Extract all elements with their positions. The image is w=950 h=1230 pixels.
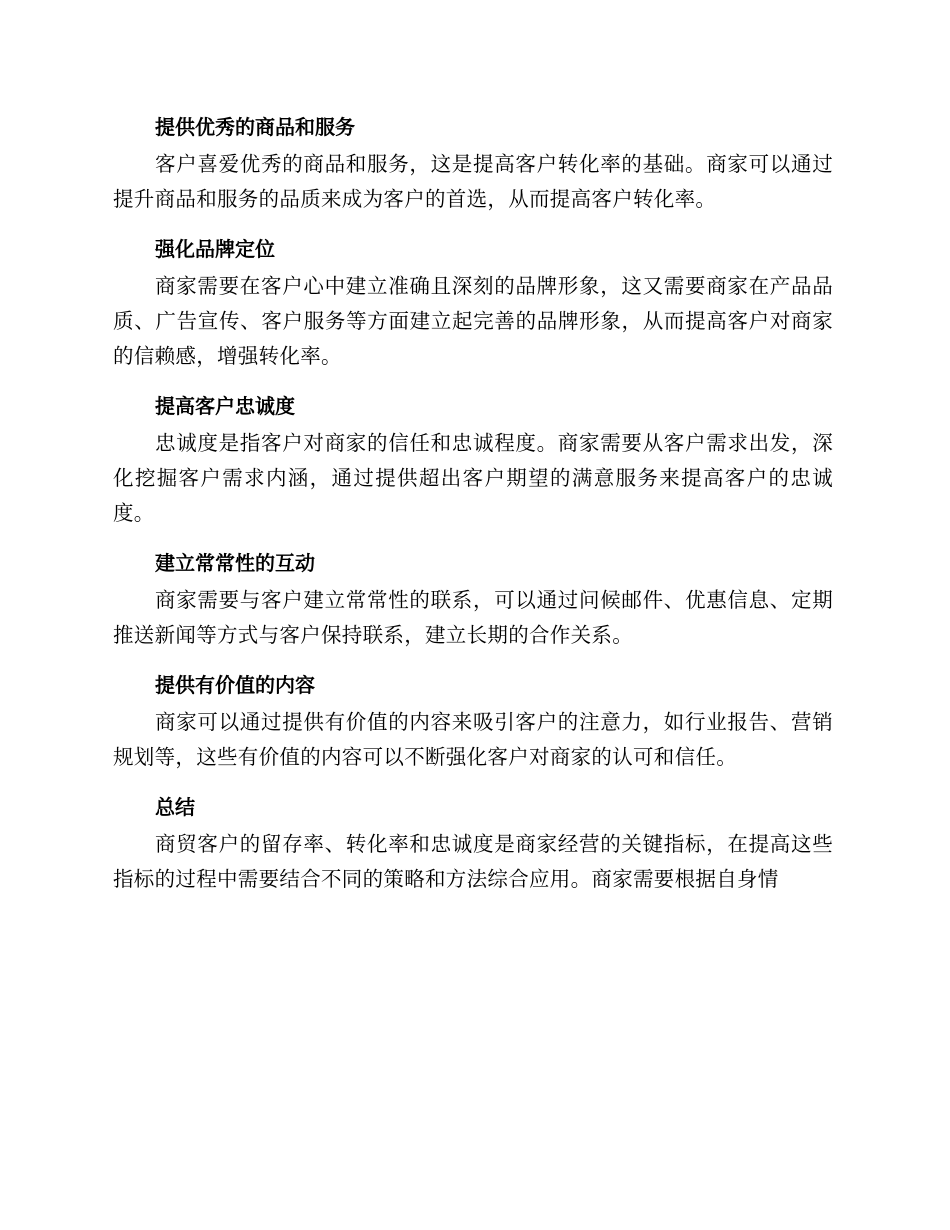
section-paragraph: 商家需要在客户心中建立准确且深刻的品牌形象，这又需要商家在产品品质、广告宣传、客户服务等方面建立起完善的品牌形象，从而提高客户对商家的信赖感，增强转化率。 (113, 274, 833, 368)
section-heading: 总结 (155, 795, 195, 819)
section-heading: 强化品牌定位 (155, 237, 275, 261)
section-paragraph: 商家可以通过提供有价值的内容来吸引客户的注意力，如行业报告、营销规划等，这些有价值的内容可以不断强化客户对商家的认可和信任。 (113, 710, 833, 769)
section-paragraph: 客户喜爱优秀的商品和服务，这是提高客户转化率的基础。商家可以通过提升商品和服务的品质来成为客户的首选，从而提高客户转化率。 (113, 152, 833, 211)
section-paragraph: 忠诚度是指客户对商家的信任和忠诚程度。商家需要从客户需求出发，深化挖掘客户需求内涵，通过提供超出客户期望的满意服务来提高客户的忠诚度。 (113, 431, 833, 525)
section-heading: 提供有价值的内容 (155, 673, 315, 697)
section-heading: 建立常常性的互动 (155, 551, 315, 575)
section-heading: 提供优秀的商品和服务 (155, 115, 355, 139)
section-heading: 提高客户忠诚度 (155, 394, 295, 418)
section-paragraph: 商家需要与客户建立常常性的联系，可以通过问候邮件、优惠信息、定期推送新闻等方式与客户保持联系，建立长期的合作关系。 (113, 588, 833, 647)
document-body (113, 107, 833, 909)
section-paragraph: 商贸客户的留存率、转化率和忠诚度是商家经营的关键指标，在提高这些指标的过程中需要结合不同的策略和方法综合应用。商家需要根据自身情 (113, 832, 833, 891)
